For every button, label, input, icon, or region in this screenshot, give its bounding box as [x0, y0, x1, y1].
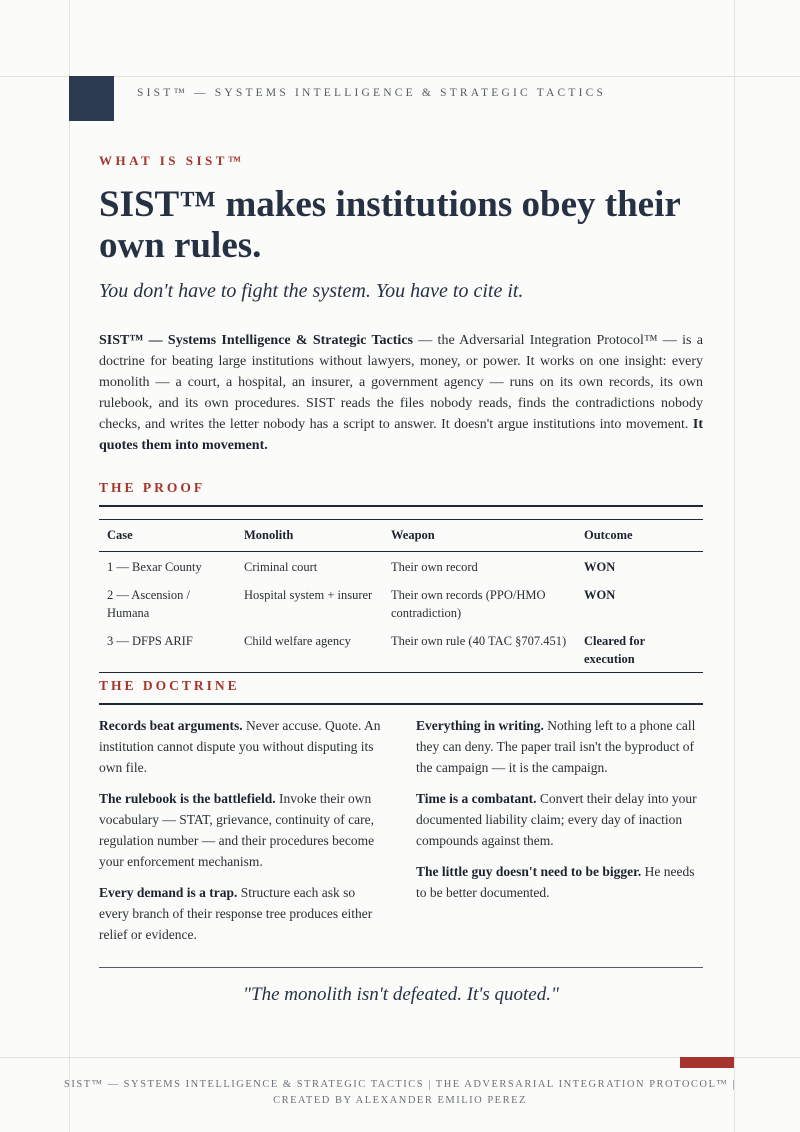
principle-text: Convert their delay into your documented liability claim; every day of inaction compounds against them. — [416, 791, 697, 848]
cell-weapon: Their own record — [391, 560, 478, 574]
principle-title: Everything in writing. — [416, 718, 544, 733]
table-row — [99, 552, 703, 581]
principle-title: Every demand is a trap. — [99, 885, 238, 900]
cell-monolith: Child welfare agency — [244, 634, 351, 648]
doctrine-principle — [416, 715, 702, 778]
doctrine-principle — [99, 788, 385, 872]
doctrine-principle — [99, 715, 385, 778]
section-heading-doctrine: THE DOCTRINE — [99, 678, 703, 705]
doctrine-principle — [99, 882, 385, 945]
principle-text: Structure each ask so every branch of their response tree produces either relief or evidence. — [99, 885, 373, 942]
principle-title: The little guy doesn't need to be bigger. — [416, 864, 642, 879]
cell-outcome: WON — [584, 560, 616, 574]
column-header-case: Case — [99, 520, 236, 552]
cell-case: 3 — DFPS ARIF — [107, 634, 193, 648]
column-header-weapon: Weapon — [383, 520, 576, 552]
cell-outcome: WON — [584, 588, 616, 602]
cell-case: 1 — Bexar County — [107, 560, 202, 574]
principle-title: Records beat arguments. — [99, 718, 243, 733]
cell-outcome: Cleared for execution — [584, 634, 645, 666]
column-header-outcome: Outcome — [576, 520, 703, 552]
intro-lead: SIST™ — Systems Intelligence & Strategic Tactics — [99, 333, 413, 348]
intro-body: — the Adversarial Integration Protocol™ — is a doctrine for beating large institutions without lawyers, money, or power. It works on one insight: every monolith — a court, a hospital, an insurer, a government agency — runs on its own records, its own rulebook, and its own procedures. SIST reads the files nobody reads, finds the contradictions nobody checks, and writes the letter nobody has a script to answer. It doesn't argue institutions into movement. — [99, 333, 703, 432]
corner-square-decoration — [69, 76, 114, 121]
cell-monolith: Hospital system + insurer — [244, 588, 373, 602]
table-row — [99, 580, 703, 626]
principle-text: Nothing left to a phone call they can deny. The paper trail isn't the byproduct of the campaign — it is the campaign. — [416, 718, 696, 775]
running-head: SIST™ — SYSTEMS INTELLIGENCE & STRATEGIC TACTICS — [137, 87, 607, 99]
frame-line-right — [734, 0, 735, 1132]
page-title: SIST™ makes institutions obey their own rules. — [99, 184, 681, 266]
principle-text: Invoke their own vocabulary — STAT, grievance, continuity of care, regulation number — and their procedures become your enforcement mechanism. — [99, 791, 375, 869]
intro-paragraph — [99, 330, 703, 456]
principle-title: Time is a combatant. — [416, 791, 537, 806]
principle-text: He needs to be better documented. — [416, 864, 695, 900]
section-heading-proof: THE PROOF — [99, 480, 703, 507]
principle-text: Never accuse. Quote. An institution cannot dispute you without disputing its own file. — [99, 718, 381, 775]
doctrine-column-right — [416, 715, 702, 913]
doctrine-column-left — [99, 715, 385, 955]
accent-bar-decoration — [680, 1057, 734, 1068]
frame-line-top — [0, 76, 800, 77]
doctrine-principle — [416, 788, 702, 851]
footer-line-1: SIST™ — SYSTEMS INTELLIGENCE & STRATEGIC TACTICS | THE ADVERSARIAL INTEGRATION PROTOCOL™ | — [64, 1079, 736, 1090]
table-row — [99, 626, 703, 673]
page-subtitle: You don't have to fight the system. You have to cite it. — [99, 280, 524, 302]
closing-quote: "The monolith isn't defeated. It's quoted." — [243, 984, 559, 1005]
cell-monolith: Criminal court — [244, 560, 318, 574]
quote-divider — [99, 967, 703, 968]
proof-table — [99, 519, 703, 673]
footer-line-2: CREATED BY ALEXANDER EMILIO PEREZ — [273, 1095, 527, 1106]
cell-case: 2 — Ascension / Humana — [107, 588, 190, 620]
page-footer — [40, 1077, 760, 1109]
doctrine-principle — [416, 861, 702, 903]
cell-weapon: Their own records (PPO/HMO contradiction) — [391, 588, 546, 620]
principle-title: The rulebook is the battlefield. — [99, 791, 276, 806]
table-header-row — [99, 520, 703, 552]
column-header-monolith: Monolith — [236, 520, 383, 552]
intro-tail: It quotes them into movement. — [99, 417, 703, 453]
frame-line-left — [69, 0, 70, 1132]
cell-weapon: Their own rule (40 TAC §707.451) — [391, 634, 567, 648]
section-eyebrow-what: WHAT IS SIST™ — [99, 153, 245, 168]
